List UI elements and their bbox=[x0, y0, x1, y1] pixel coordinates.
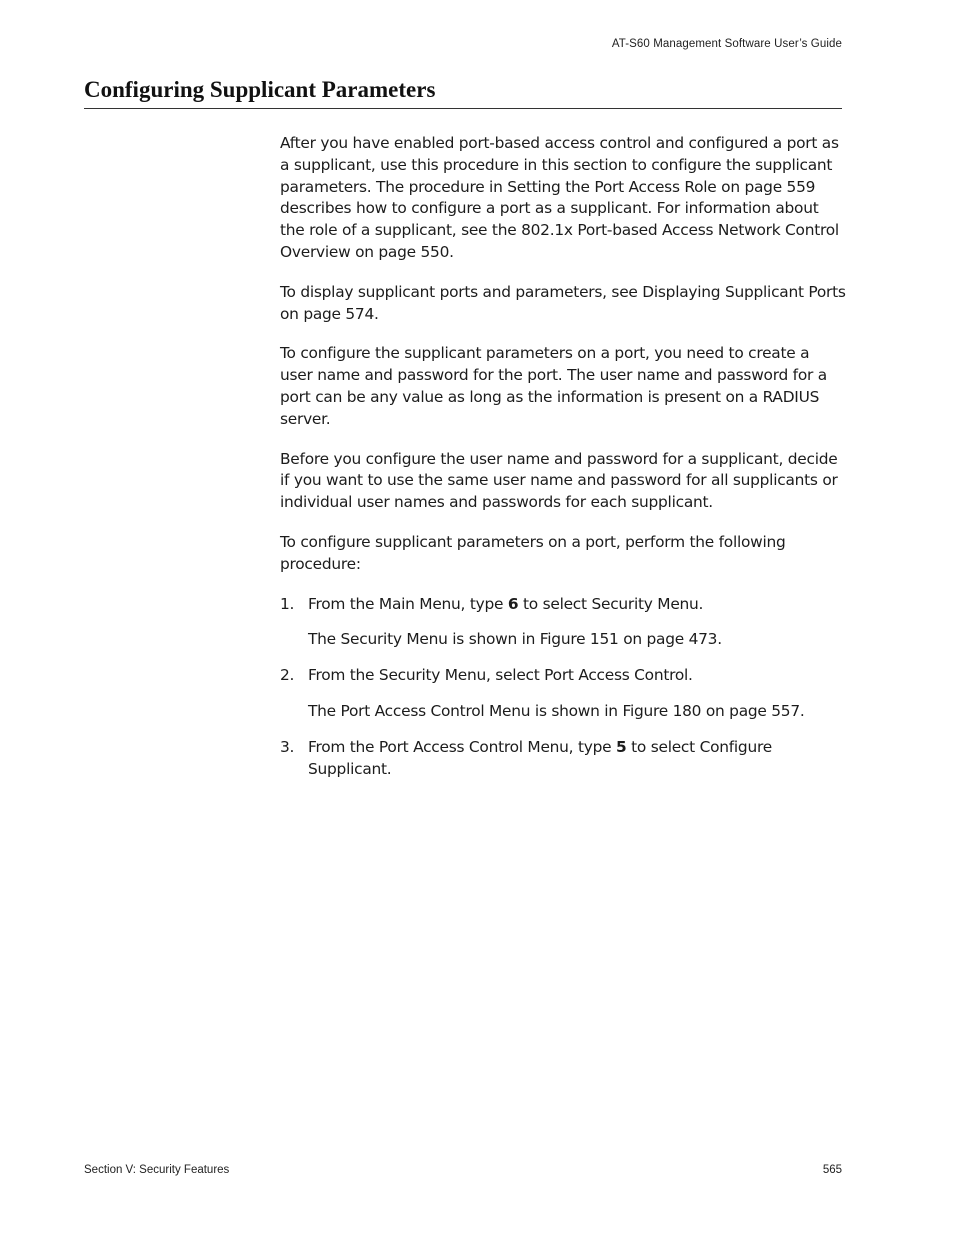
step-text bbox=[308, 594, 846, 616]
step-text bbox=[308, 665, 846, 687]
procedure-step bbox=[280, 665, 846, 723]
step-text-tail: to select Configure Supplicant. bbox=[308, 737, 772, 778]
step-text-tail: to select Security Menu. bbox=[518, 594, 704, 613]
body-content bbox=[280, 133, 846, 794]
footer-section-label: Section V: Security Features bbox=[84, 1164, 230, 1176]
step-note: The Port Access Control Menu is shown in Figure 180 on page 557. bbox=[308, 701, 805, 720]
running-header: AT-S60 Management Software User’s Guide bbox=[611, 38, 842, 50]
procedure-steps bbox=[280, 594, 846, 781]
step-key: 6 bbox=[507, 594, 519, 613]
step-text-lead: From the Port Access Control Menu, type bbox=[308, 737, 616, 756]
paragraph-display-ports: To display supplicant ports and parameters, see Displaying Supplicant Ports on page 574. bbox=[280, 282, 846, 323]
step-text bbox=[308, 737, 846, 781]
step-text-lead: From the Main Menu, type bbox=[308, 594, 508, 613]
procedure-step bbox=[280, 737, 846, 781]
section-title: Configuring Supplicant Parameters bbox=[84, 77, 842, 109]
step-text-lead: From the Security Menu, select Port Access Control. bbox=[308, 666, 693, 685]
paragraph-username-password: To configure the supplicant parameters on a port, you need to create a user name and password for the port. The user name and password for a port can be any value as long as the information is present on a RADIUS server. bbox=[280, 344, 827, 428]
step-number: 2. bbox=[280, 666, 295, 685]
procedure-step bbox=[280, 594, 846, 652]
step-number: 1. bbox=[280, 594, 295, 613]
paragraph-decide: Before you configure the user name and password for a supplicant, decide if you want to use the same user name and password for all supplicants or individual user names and passwords for each supplicant. bbox=[280, 449, 838, 512]
step-note: The Security Menu is shown in Figure 151 on page 473. bbox=[308, 630, 722, 649]
paragraph-procedure-intro: To configure supplicant parameters on a port, perform the following procedure: bbox=[280, 532, 786, 573]
step-key: 5 bbox=[616, 737, 627, 756]
paragraph-intro: After you have enabled port-based access control and configured a port as a supplicant, use this procedure in this section to configure the supplicant parameters. The procedure in Setting the Port Access Role on page 559 describes how to configure a port as a supplicant. For information about the role of a supplicant, see the 802.1x Port-based Access Network Control Overview on page 550. bbox=[280, 134, 839, 261]
footer-page-number: 565 bbox=[822, 1164, 842, 1176]
step-number: 3. bbox=[280, 737, 295, 756]
